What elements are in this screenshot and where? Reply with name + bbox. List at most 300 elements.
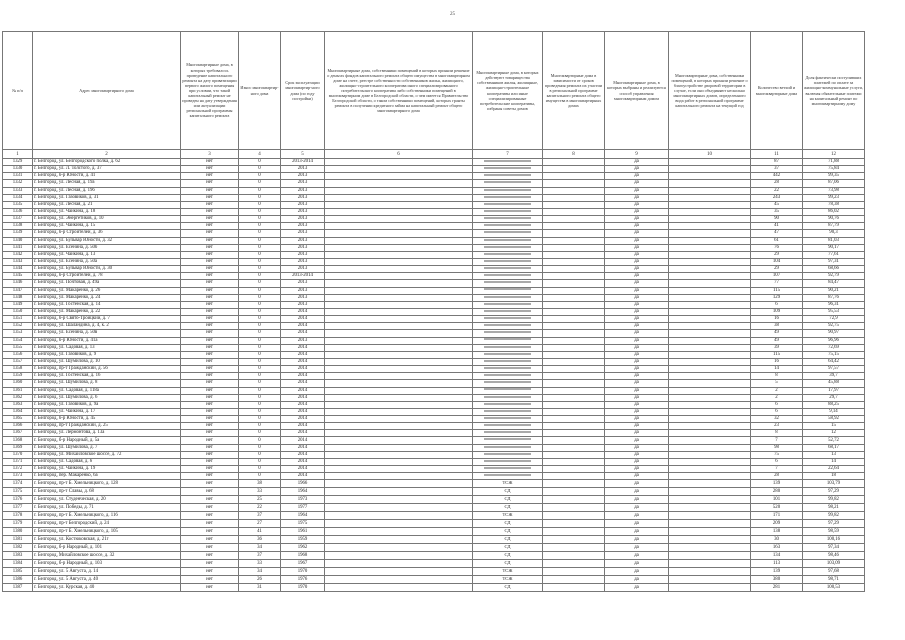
table-cell: да (605, 430, 669, 437)
table-cell: нет (181, 560, 239, 568)
table-row (3, 287, 865, 294)
table-cell: нет (181, 308, 239, 315)
table-cell: 1332 (3, 180, 33, 187)
table-cell: 0 (239, 466, 281, 473)
table-cell: 1964 (281, 512, 325, 520)
table-cell: 8 (751, 373, 803, 380)
table-cell (669, 287, 751, 294)
table-cell: 2013 (281, 301, 325, 308)
table-row (3, 504, 865, 512)
table-cell (669, 280, 751, 287)
table-cell (325, 208, 473, 215)
table-cell: 1368 (3, 437, 33, 444)
table-cell: 37 (239, 512, 281, 520)
table-cell: 35 (751, 208, 803, 215)
table-cell: нет (181, 173, 239, 180)
table-cell (473, 528, 543, 536)
table-cell (325, 180, 473, 187)
redaction-bar (484, 431, 531, 433)
table-cell: 1344 (3, 266, 33, 273)
table-cell (473, 308, 543, 315)
table-cell: нет (181, 496, 239, 504)
table-cell: да (605, 520, 669, 528)
management-form-mark: СД (504, 528, 511, 534)
table-cell: 1371 (3, 458, 33, 465)
table-cell (325, 244, 473, 251)
table-cell (325, 301, 473, 308)
table-cell (473, 576, 543, 584)
table-cell: 0 (239, 423, 281, 430)
table-cell (543, 520, 605, 528)
table-cell (543, 194, 605, 201)
table-cell: 1341 (3, 244, 33, 251)
table-cell (473, 216, 543, 223)
table-row (3, 466, 865, 473)
table-cell: г. Белгород, ул. Лесная, д. 19б (33, 187, 181, 194)
table-cell: 1364 (3, 408, 33, 415)
table-cell: г. Белгород, ул. Гостенская, д. 14 (33, 301, 181, 308)
table-cell (543, 323, 605, 330)
redaction-bar (484, 281, 531, 283)
table-row (3, 560, 865, 568)
table-cell (669, 201, 751, 208)
table-cell (473, 512, 543, 520)
table-cell: да (605, 208, 669, 215)
table-cell (473, 416, 543, 423)
table-cell (325, 488, 473, 496)
table-cell: г. Белгород, пр-т Б. Хмельницкого, д. 116 (33, 512, 181, 520)
table-cell: г. Белгород, ул. Макаренко, д. 26 (33, 287, 181, 294)
table-cell: 0 (239, 473, 281, 480)
table-cell: да (605, 223, 669, 230)
table-cell (543, 344, 605, 351)
table-cell: 77 (751, 280, 803, 287)
table-cell (473, 351, 543, 358)
table-cell: да (605, 380, 669, 387)
table-cell: 0 (239, 166, 281, 173)
table-cell (669, 560, 751, 568)
table-cell: 90,97 (803, 330, 865, 337)
redaction-bar (484, 203, 531, 205)
table-cell: 1337 (3, 216, 33, 223)
redaction-bar (484, 181, 531, 183)
table-cell: 2 (751, 394, 803, 401)
table-cell (669, 576, 751, 584)
table-cell (543, 308, 605, 315)
table-cell: 99,23 (803, 194, 865, 201)
table-cell: г. Белгород, ул. Чайкина, д. 19 (33, 466, 181, 473)
table-cell: 1354 (3, 337, 33, 344)
table-cell: 103,79 (803, 480, 865, 488)
table-cell: 2014 (281, 358, 325, 365)
table-cell: да (605, 560, 669, 568)
table-cell: 100,16 (803, 536, 865, 544)
table-cell: 45 (751, 201, 803, 208)
table-cell (325, 251, 473, 258)
table-row (3, 266, 865, 273)
table-cell: г. Белгород, ул. Чайкина, д. 13 (33, 251, 181, 258)
table-cell: 520 (751, 504, 803, 512)
table-cell (325, 287, 473, 294)
table-cell: нет (181, 451, 239, 458)
table-cell (473, 301, 543, 308)
redaction-bar (484, 374, 531, 376)
redaction-bar (484, 246, 531, 248)
table-cell: 380 (751, 576, 803, 584)
table-cell: 2013 (281, 166, 325, 173)
table-cell: 1346 (3, 280, 33, 287)
table-cell: да (605, 373, 669, 380)
table-cell (325, 366, 473, 373)
table-cell (669, 373, 751, 380)
table-cell: 0 (239, 237, 281, 244)
table-cell (669, 251, 751, 258)
table-cell: нет (181, 366, 239, 373)
table-cell (473, 208, 543, 215)
table-cell: г. Белгород, ул. Шумилова, д. 10 (33, 358, 181, 365)
column-number: 1 (3, 150, 33, 159)
table-cell (473, 373, 543, 380)
table-row (3, 351, 865, 358)
table-cell (543, 473, 605, 480)
table-cell (543, 159, 605, 166)
table-cell (669, 458, 751, 465)
table-cell (325, 258, 473, 265)
table-cell: нет (181, 208, 239, 215)
table-cell (543, 560, 605, 568)
table-cell (473, 560, 543, 568)
redaction-bar (484, 253, 531, 255)
table-cell: 1330 (3, 166, 33, 173)
table-cell: 98,59 (803, 528, 865, 536)
management-form-mark: СД (504, 560, 511, 566)
table-cell: да (605, 280, 669, 287)
column-number: 8 (543, 150, 605, 159)
table-cell: 0 (239, 316, 281, 323)
table-cell: 45,88 (803, 380, 865, 387)
table-cell: г. Белгород, б-р Народный, д. 5а (33, 437, 181, 444)
table-cell: г. Белгород, ул. Есенина, д. 50в (33, 330, 181, 337)
table-cell (473, 166, 543, 173)
table-cell: 90,21 (803, 287, 865, 294)
table-cell: г. Белгород, ул. Шумилова, д. 7 (33, 444, 181, 451)
table-cell: г. Белгород, ул. Чайкина, д. 15 (33, 223, 181, 230)
redaction-bar (484, 267, 531, 269)
table-cell (543, 301, 605, 308)
table-cell: 1335 (3, 201, 33, 208)
table-cell: г. Белгород, б-р Народный, д. 101 (33, 544, 181, 552)
table-cell: 16 (751, 316, 803, 323)
table-cell (543, 201, 605, 208)
table-cell: нет (181, 344, 239, 351)
table-cell: 81,03 (803, 237, 865, 244)
table-cell: нет (181, 584, 239, 592)
table-cell (473, 273, 543, 280)
redaction-bar (484, 360, 531, 362)
table-cell (669, 473, 751, 480)
table-cell: нет (181, 520, 239, 528)
table-cell: 2 (751, 387, 803, 394)
table-cell (325, 358, 473, 365)
table-row (3, 344, 865, 351)
table-cell: 1358 (3, 366, 33, 373)
table-cell (473, 223, 543, 230)
table-cell: 0 (239, 401, 281, 408)
table-cell: 2014 (281, 366, 325, 373)
table-cell (325, 560, 473, 568)
table-row (3, 316, 865, 323)
management-form-mark: СД (504, 520, 511, 526)
table-cell: 75 (751, 451, 803, 458)
redaction-bar (484, 174, 531, 176)
column-number: 10 (669, 150, 751, 159)
table-cell (669, 159, 751, 166)
table-cell: 1964 (281, 488, 325, 496)
table-cell: 1331 (3, 173, 33, 180)
table-cell: 29,7 (803, 394, 865, 401)
table-cell: 98,21 (803, 504, 865, 512)
table-cell (325, 373, 473, 380)
table-cell: 1360 (3, 380, 33, 387)
table-cell: 0 (239, 251, 281, 258)
table-cell (473, 294, 543, 301)
table-cell (325, 187, 473, 194)
header-cell: Многоквартирные дома, в которых выбраны и реализуются способ управления многоквартирным домом (605, 32, 669, 150)
table-cell (543, 251, 605, 258)
table-cell (325, 528, 473, 536)
redaction-bar (484, 217, 531, 219)
table-cell: 1369 (3, 444, 33, 451)
table-cell (325, 230, 473, 237)
table-cell: 68,66 (803, 266, 865, 273)
table-cell: 2014 (281, 330, 325, 337)
table-cell: да (605, 444, 669, 451)
table-cell (325, 451, 473, 458)
table-cell: 0 (239, 194, 281, 201)
table-cell: да (605, 528, 669, 536)
table-cell: 9,14 (803, 408, 865, 415)
table-cell: 171 (751, 512, 803, 520)
redaction-bar (484, 231, 531, 233)
table-row (3, 568, 865, 576)
table-cell: 0 (239, 266, 281, 273)
table-cell: г. Белгород, б-р Юности, д. 41 (33, 173, 181, 180)
table-cell: нет (181, 416, 239, 423)
table-row (3, 308, 865, 315)
table-cell: 2013 (281, 287, 325, 294)
table-cell: 2014 (281, 373, 325, 380)
table-cell: 1384 (3, 560, 33, 568)
table-cell: 99,82 (803, 496, 865, 504)
table-cell: г. Белгород, б-р Народный, д. 103 (33, 560, 181, 568)
table-cell (473, 380, 543, 387)
table-row (3, 458, 865, 465)
table-cell: 1973 (281, 496, 325, 504)
table-cell: г. Белгород, ул. Бульвар Юности, д. 30 (33, 266, 181, 273)
table-cell: 75,84 (803, 166, 865, 173)
table-cell: 64,42 (803, 358, 865, 365)
table-row (3, 223, 865, 230)
table-cell: нет (181, 294, 239, 301)
table-cell: г. Белгород, б-р Строителей, д. 78 (33, 273, 181, 280)
table-cell: г. Белгород, ул. Гостенская, д. 16 (33, 373, 181, 380)
table-cell: 1959 (281, 536, 325, 544)
table-cell (325, 323, 473, 330)
table-cell: 1970 (281, 584, 325, 592)
table-cell: г. Белгород, ул. Лесная, д. 19а (33, 180, 181, 187)
table-cell (473, 230, 543, 237)
table-cell (543, 180, 605, 187)
table-cell: 0 (239, 444, 281, 451)
table-cell (325, 194, 473, 201)
table-cell: 1385 (3, 568, 33, 576)
table-cell: г. Белгород, б-р Юности, д. 45 (33, 416, 181, 423)
table-cell (543, 280, 605, 287)
table-cell: 90,17 (803, 244, 865, 251)
table-cell: нет (181, 423, 239, 430)
table-cell: г. Белгород, ул. Шумилова, д. 8 (33, 380, 181, 387)
table-cell: нет (181, 258, 239, 265)
redaction-bar (484, 324, 531, 326)
table-cell (325, 480, 473, 488)
table-cell: 0 (239, 173, 281, 180)
table-cell: 1362 (3, 394, 33, 401)
table-cell (473, 480, 543, 488)
table-cell: да (605, 301, 669, 308)
table-cell: 41 (751, 223, 803, 230)
table-cell: 87,79 (803, 223, 865, 230)
table-cell: 1342 (3, 251, 33, 258)
table-cell: 1348 (3, 294, 33, 301)
table-cell (325, 536, 473, 544)
table-row (3, 416, 865, 423)
table-cell: 1961 (281, 528, 325, 536)
table-cell: 72,69 (803, 344, 865, 351)
table-cell: 97,57 (803, 366, 865, 373)
table-row (3, 387, 865, 394)
table-cell: 104 (751, 258, 803, 265)
table-row (3, 488, 865, 496)
table-row (3, 520, 865, 528)
table-cell: да (605, 358, 669, 365)
table-cell: 2013 (281, 173, 325, 180)
table-cell: нет (181, 401, 239, 408)
table-row (3, 552, 865, 560)
management-form-mark: СД (504, 544, 511, 550)
table-cell: нет (181, 237, 239, 244)
table-cell: 2013-2014 (281, 159, 325, 166)
table-cell: нет (181, 280, 239, 287)
table-cell: да (605, 201, 669, 208)
table-cell: 129 (751, 294, 803, 301)
table-cell (669, 337, 751, 344)
table-cell (325, 387, 473, 394)
table-cell (473, 466, 543, 473)
table-cell: 0 (239, 408, 281, 415)
table-cell: 30 (751, 536, 803, 544)
table-cell: 2013 (281, 294, 325, 301)
table-cell (473, 584, 543, 592)
table-row (3, 444, 865, 451)
table-cell: 2014 (281, 444, 325, 451)
table-cell: 101 (751, 496, 803, 504)
table-cell (325, 512, 473, 520)
table-cell: 2014 (281, 323, 325, 330)
table-cell (325, 337, 473, 344)
table-cell: 2013 (281, 194, 325, 201)
table-row (3, 166, 865, 173)
table-cell: 14 (751, 366, 803, 373)
table-cell: 36 (239, 536, 281, 544)
table-cell: 1333 (3, 187, 33, 194)
table-cell: г. Белгород, пр-т Гражданский, д. 25 (33, 423, 181, 430)
table-cell: 1365 (3, 416, 33, 423)
table-cell (543, 373, 605, 380)
table-cell: г. Белгород, ул. Студенческая, д. 20 (33, 496, 181, 504)
table-cell: 2014 (281, 387, 325, 394)
table-cell (543, 512, 605, 520)
table-cell: 37 (239, 552, 281, 560)
table-cell (669, 520, 751, 528)
management-form-mark: СД (504, 488, 511, 494)
table-cell: 7 (751, 466, 803, 473)
table-cell: да (605, 552, 669, 560)
table-cell: 0 (239, 430, 281, 437)
table-cell (473, 473, 543, 480)
table-cell: 1970 (281, 568, 325, 576)
table-cell: 8 (751, 430, 803, 437)
table-cell: 1352 (3, 323, 33, 330)
table-cell (473, 258, 543, 265)
table-cell: да (605, 258, 669, 265)
table-cell (543, 216, 605, 223)
table-cell: 1387 (3, 584, 33, 592)
table-cell (669, 273, 751, 280)
table-cell (543, 430, 605, 437)
table-cell: нет (181, 552, 239, 560)
table-cell (543, 173, 605, 180)
table-cell (543, 337, 605, 344)
table-row (3, 201, 865, 208)
table-cell (325, 223, 473, 230)
table-cell (669, 187, 751, 194)
table-cell: да (605, 159, 669, 166)
table-cell: 6 (751, 301, 803, 308)
table-cell: 49 (751, 330, 803, 337)
table-cell: нет (181, 330, 239, 337)
table-row (3, 251, 865, 258)
table-cell: 0 (239, 323, 281, 330)
table-cell: 1361 (3, 387, 33, 394)
table-cell: 113 (751, 560, 803, 568)
table-cell: нет (181, 287, 239, 294)
table-cell: 1378 (3, 512, 33, 520)
table-cell: да (605, 437, 669, 444)
table-cell (473, 423, 543, 430)
table-cell: г. Белгород, ул. Садовая, д. 6 (33, 458, 181, 465)
table-cell: 1373 (3, 473, 33, 480)
table-cell: 95,53 (803, 308, 865, 315)
table-cell: 2013 (281, 187, 325, 194)
table-row (3, 380, 865, 387)
table-row (3, 180, 865, 187)
table-cell (543, 437, 605, 444)
table-cell (669, 316, 751, 323)
table-cell: г. Белгород, ул. Есенина, д. 50а (33, 258, 181, 265)
table-cell: 209 (751, 520, 803, 528)
table-cell: 1975 (281, 520, 325, 528)
table-cell: 99,35 (803, 173, 865, 180)
